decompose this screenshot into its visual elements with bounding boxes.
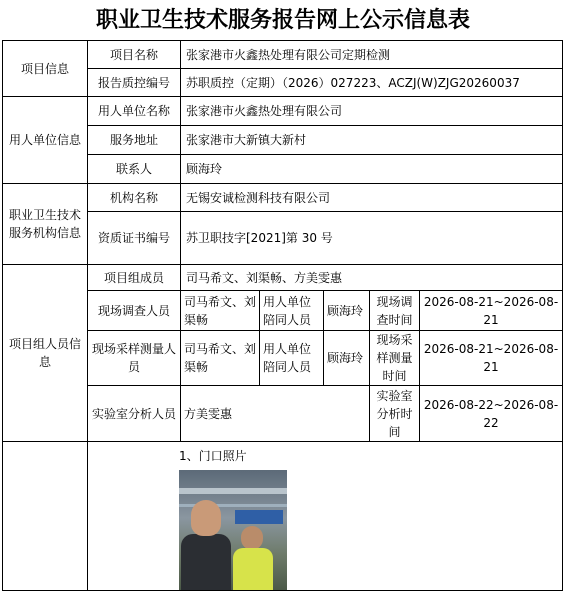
survey-staff-label: 现场调查人员 <box>88 291 181 331</box>
cert-number-label: 资质证书编号 <box>88 212 181 265</box>
report-number-label: 报告质控编号 <box>88 69 181 97</box>
agency-name-value: 无锡安诚检测科技有限公司 <box>181 184 563 212</box>
survey-accomp-value: 顾海玲 <box>324 291 370 331</box>
survey-time-value: 2026-08-21~2026-08-21 <box>420 291 563 331</box>
team-members-label: 项目组成员 <box>88 265 181 291</box>
project-name-label: 项目名称 <box>88 41 181 69</box>
sampling-time-value: 2026-08-21~2026-08-21 <box>420 331 563 386</box>
employer-name-value: 张家港市火鑫热处理有限公司 <box>181 97 563 126</box>
agency-name-label: 机构名称 <box>88 184 181 212</box>
sampling-staff-value: 司马希文、刘渠畅 <box>181 331 260 386</box>
contact-value: 顾海玲 <box>181 155 563 184</box>
sampling-time-label: 现场采样测量时间 <box>370 331 420 386</box>
photo-caption: 1、门口照片 <box>179 449 247 463</box>
sampling-accomp-label: 用人单位陪同人员 <box>260 331 324 386</box>
survey-staff-value: 司马希文、刘渠畅 <box>181 291 260 331</box>
team-members-value: 司马希文、刘渠畅、方美雯惠 <box>181 265 563 291</box>
service-address-label: 服务地址 <box>88 126 181 155</box>
report-number-value: 苏职质控（定期）（2026）027223、ACZJ(W)ZJG20260037 <box>181 69 563 97</box>
service-address-value: 张家港市大新镇大新村 <box>181 126 563 155</box>
agency-info-section-label: 职业卫生技术服务机构信息 <box>3 184 88 265</box>
contact-label: 联系人 <box>88 155 181 184</box>
project-name-value: 张家港市火鑫热处理有限公司定期检测 <box>181 41 563 69</box>
survey-accomp-label: 用人单位陪同人员 <box>260 291 324 331</box>
employer-name-label: 用人单位名称 <box>88 97 181 126</box>
photo-section-label <box>3 442 88 591</box>
info-table <box>2 40 563 591</box>
lab-staff-label: 实验室分析人员 <box>88 386 181 442</box>
cert-number-value: 苏卫职技字[2021]第 30 号 <box>181 212 563 265</box>
lab-staff-value: 方美雯惠 <box>181 386 370 442</box>
survey-time-label: 现场调查时间 <box>370 291 420 331</box>
lab-time-value: 2026-08-22~2026-08-22 <box>420 386 563 442</box>
lab-time-label: 实验室分析时间 <box>370 386 420 442</box>
photo-cell <box>88 442 563 591</box>
sampling-staff-label: 现场采样测量人员 <box>88 331 181 386</box>
project-info-section-label: 项目信息 <box>3 41 88 97</box>
sampling-accomp-value: 顾海玲 <box>324 331 370 386</box>
team-info-section-label: 项目组人员信息 <box>3 265 88 442</box>
employer-info-section-label: 用人单位信息 <box>3 97 88 184</box>
page-title: 职业卫生技术服务报告网上公示信息表 <box>95 7 470 33</box>
entrance-photo[interactable] <box>179 470 287 590</box>
